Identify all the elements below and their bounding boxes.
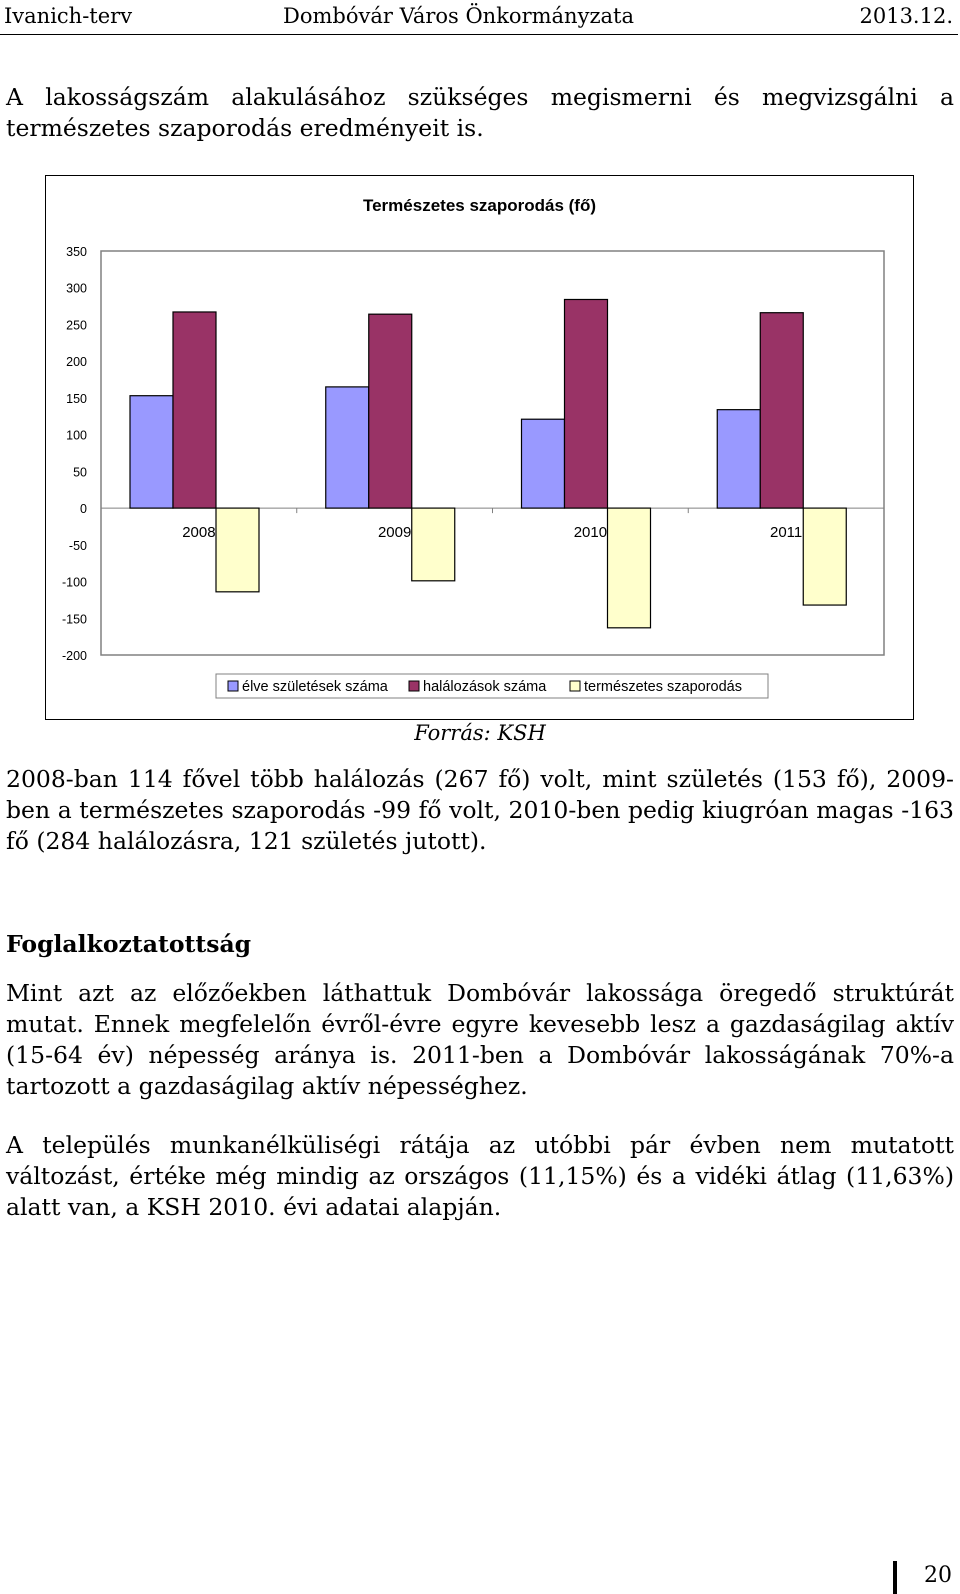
header-left: Ivanich-terv bbox=[4, 4, 133, 28]
paragraph-unemployment: A település munkanélküliségi rátája az utóbbi pár évben nem mutatott változást, értéke még mindig az országos (11,15%) és a vidéki átlag (11,63%) alatt van, a KSH 2010. évi adatai alapján. bbox=[6, 1131, 954, 1221]
x-tick-label: 2009 bbox=[377, 524, 412, 542]
legend-label: élve születések száma bbox=[242, 679, 388, 695]
chart-frame bbox=[45, 175, 914, 720]
section-heading: Foglalkoztatottság bbox=[6, 930, 252, 958]
bar-births bbox=[326, 387, 369, 508]
bar-births bbox=[717, 410, 760, 508]
legend-label: halálozások száma bbox=[423, 679, 547, 695]
y-tick-label: 50 bbox=[73, 465, 87, 480]
y-tick-label: -200 bbox=[61, 649, 87, 663]
y-tick-label: 350 bbox=[66, 245, 87, 259]
bar-deaths bbox=[173, 312, 216, 508]
bar-births bbox=[522, 419, 565, 508]
paragraph-employment: Mint azt az előzőekben láthattuk Dombóvár lakossága öregedő struktúrát mutat. Ennek megfelelőn évről-évre egyre kevesebb lesz a gazdaságilag aktív (15-64 év) népesség aránya is. 2011-ben a Dombóvár lakosságának 70%-a tartozott a gazdaságilag aktív népességhez. bbox=[6, 979, 954, 1100]
header-center: Dombóvár Város Önkormányzata bbox=[283, 4, 634, 28]
chart-source: Forrás: KSH bbox=[414, 721, 546, 745]
page-number: 20 bbox=[924, 1563, 952, 1588]
legend-swatch bbox=[570, 681, 580, 691]
bar-births bbox=[130, 396, 173, 508]
legend-label: természetes szaporodás bbox=[584, 679, 742, 695]
chart-title: Természetes szaporodás (fő) bbox=[362, 196, 597, 215]
bar-natural-increase bbox=[608, 508, 651, 628]
page-number-bar bbox=[893, 1561, 897, 1594]
chart-svg bbox=[46, 176, 912, 718]
y-tick-label: 0 bbox=[80, 502, 87, 517]
x-tick-label: 2008 bbox=[182, 524, 216, 542]
y-tick-label: 250 bbox=[66, 318, 87, 333]
bar-natural-increase bbox=[803, 508, 846, 605]
paragraph-natural-increase: 2008-ban 114 fővel több halálozás (267 fő) volt, mint születés (153 fő), 2009-ben a természetes szaporodás -99 fő volt, 2010-ben pedig kiugróan magas -163 fő (284 halálozásra, 121 születés jutott). bbox=[6, 765, 954, 855]
y-tick-label: -150 bbox=[61, 612, 87, 627]
x-tick-label: 2010 bbox=[573, 524, 608, 542]
y-tick-label: -100 bbox=[61, 575, 87, 590]
intro-paragraph: A lakosságszám alakulásához szükséges megismerni és megvizsgálni a természetes szaporodás eredményeit is. bbox=[6, 83, 954, 142]
y-tick-label: -50 bbox=[68, 538, 87, 553]
page-header bbox=[0, 0, 958, 35]
bar-natural-increase bbox=[412, 508, 455, 581]
header-date: 2013.12. bbox=[859, 4, 953, 28]
legend-swatch bbox=[409, 681, 419, 691]
legend-swatch bbox=[228, 681, 238, 691]
bar-natural-increase bbox=[216, 508, 259, 592]
y-tick-label: 150 bbox=[66, 391, 87, 406]
bar-deaths bbox=[565, 299, 608, 508]
y-tick-label: 200 bbox=[66, 355, 87, 370]
x-tick-label: 2011 bbox=[769, 524, 803, 542]
y-tick-label: 100 bbox=[66, 428, 87, 443]
bar-deaths bbox=[760, 313, 803, 508]
y-tick-label: 300 bbox=[66, 281, 87, 296]
bar-deaths bbox=[369, 314, 412, 508]
